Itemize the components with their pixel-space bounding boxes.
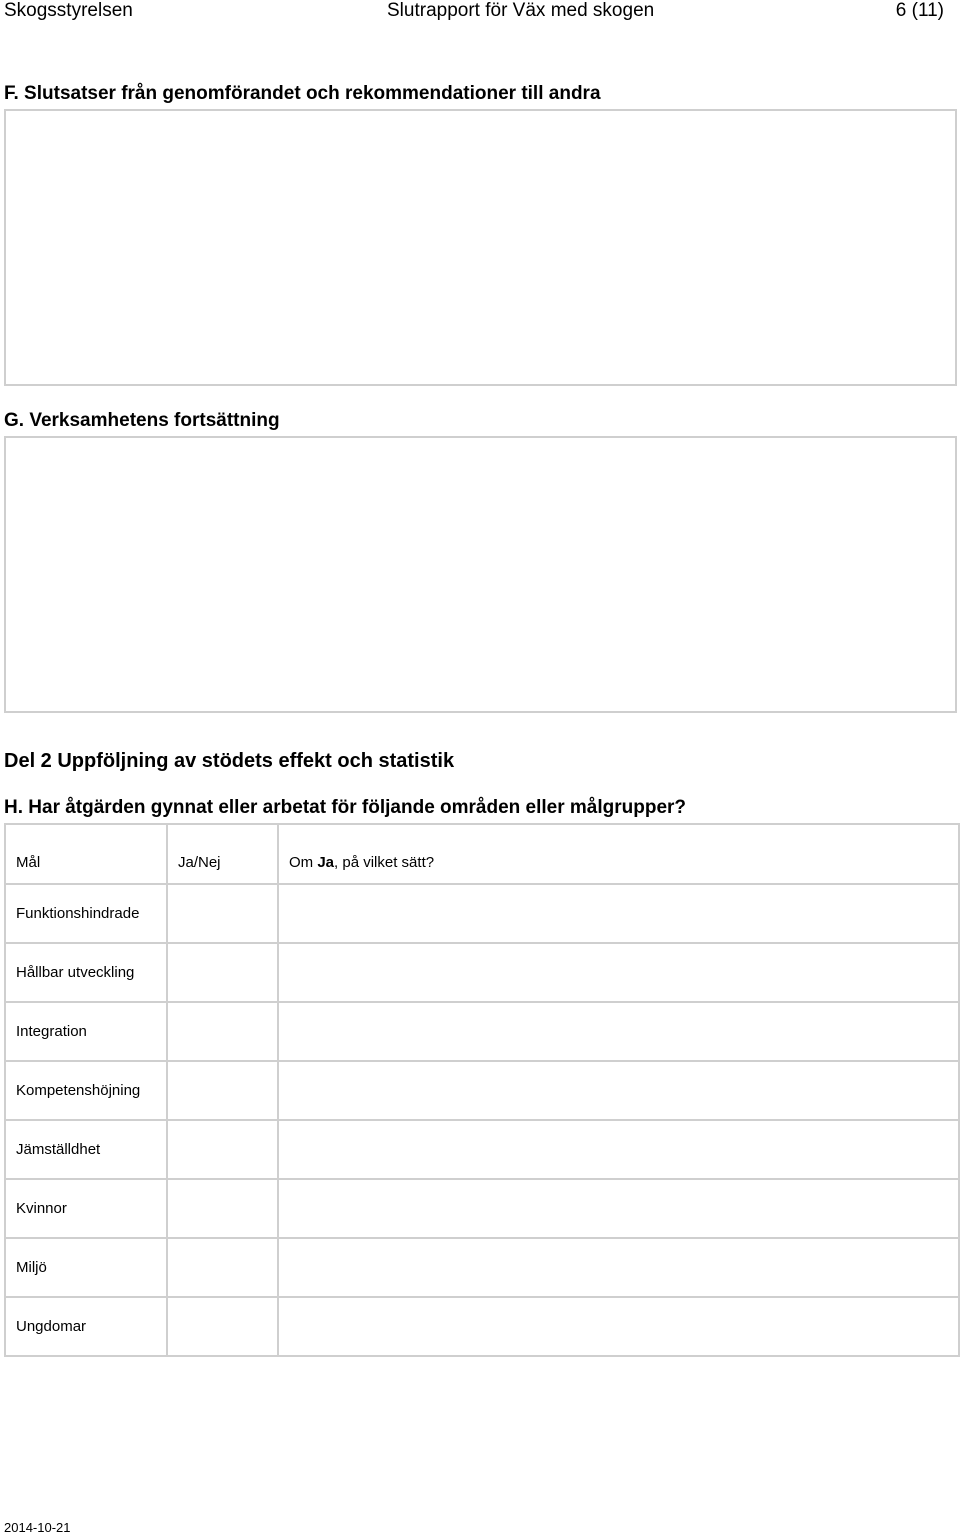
table-row — [5, 1238, 959, 1297]
table-row — [5, 1002, 959, 1061]
yes-no-cell[interactable] — [167, 1120, 278, 1179]
yes-no-cell[interactable] — [167, 884, 278, 943]
header-how — [278, 824, 959, 884]
yes-no-cell[interactable] — [167, 1179, 278, 1238]
section-g-title: G. Verksamhetens fortsättning — [4, 410, 280, 431]
goal-cell: Ungdomar — [5, 1297, 167, 1356]
how-cell[interactable] — [278, 1179, 959, 1238]
how-cell[interactable] — [278, 1002, 959, 1061]
header-report-title: Slutrapport för Väx med skogen — [387, 0, 655, 21]
goals-table — [4, 823, 960, 1357]
table-row — [5, 884, 959, 943]
table-row — [5, 1297, 959, 1356]
part-2-title: Del 2 Uppföljning av stödets effekt och statistik — [4, 750, 455, 772]
table-row — [5, 943, 959, 1002]
goal-cell: Kvinnor — [5, 1179, 167, 1238]
goal-cell: Hållbar utveckling — [5, 943, 167, 1002]
yes-no-cell[interactable] — [167, 943, 278, 1002]
goal-cell: Integration — [5, 1002, 167, 1061]
how-cell[interactable] — [278, 943, 959, 1002]
goal-cell: Jämställdhet — [5, 1120, 167, 1179]
how-cell[interactable] — [278, 1061, 959, 1120]
how-cell[interactable] — [278, 884, 959, 943]
how-cell[interactable] — [278, 1238, 959, 1297]
section-h-title: H. Har åtgärden gynnat eller arbetat för följande områden eller målgrupper? — [4, 797, 687, 818]
yes-no-cell[interactable] — [167, 1061, 278, 1120]
table-row — [5, 1061, 959, 1120]
footer-date: 2014-10-21 — [4, 1520, 71, 1535]
goal-cell: Funktionshindrade — [5, 884, 167, 943]
header-how-suffix: , på vilket sätt? — [334, 853, 435, 871]
yes-no-cell[interactable] — [167, 1297, 278, 1356]
goal-cell: Kompetenshöjning — [5, 1061, 167, 1120]
header-org: Skogsstyrelsen — [4, 0, 133, 21]
how-cell[interactable] — [278, 1297, 959, 1356]
header-goal: Mål — [5, 824, 167, 884]
goal-cell: Miljö — [5, 1238, 167, 1297]
header-page-number: 6 (11) — [895, 0, 944, 21]
yes-no-cell[interactable] — [167, 1238, 278, 1297]
yes-no-cell[interactable] — [167, 1002, 278, 1061]
header-yes-no: Ja/Nej — [167, 824, 278, 884]
header-how-bold: Ja — [317, 853, 335, 871]
section-f-textbox[interactable] — [4, 109, 957, 386]
how-cell[interactable] — [278, 1120, 959, 1179]
table-header-row — [5, 824, 959, 884]
section-f-title: F. Slutsatser från genomförandet och rekommendationer till andra — [4, 83, 601, 104]
table-row — [5, 1120, 959, 1179]
section-g-textbox[interactable] — [4, 436, 957, 713]
header-how-prefix: Om — [289, 853, 318, 871]
table-row — [5, 1179, 959, 1238]
